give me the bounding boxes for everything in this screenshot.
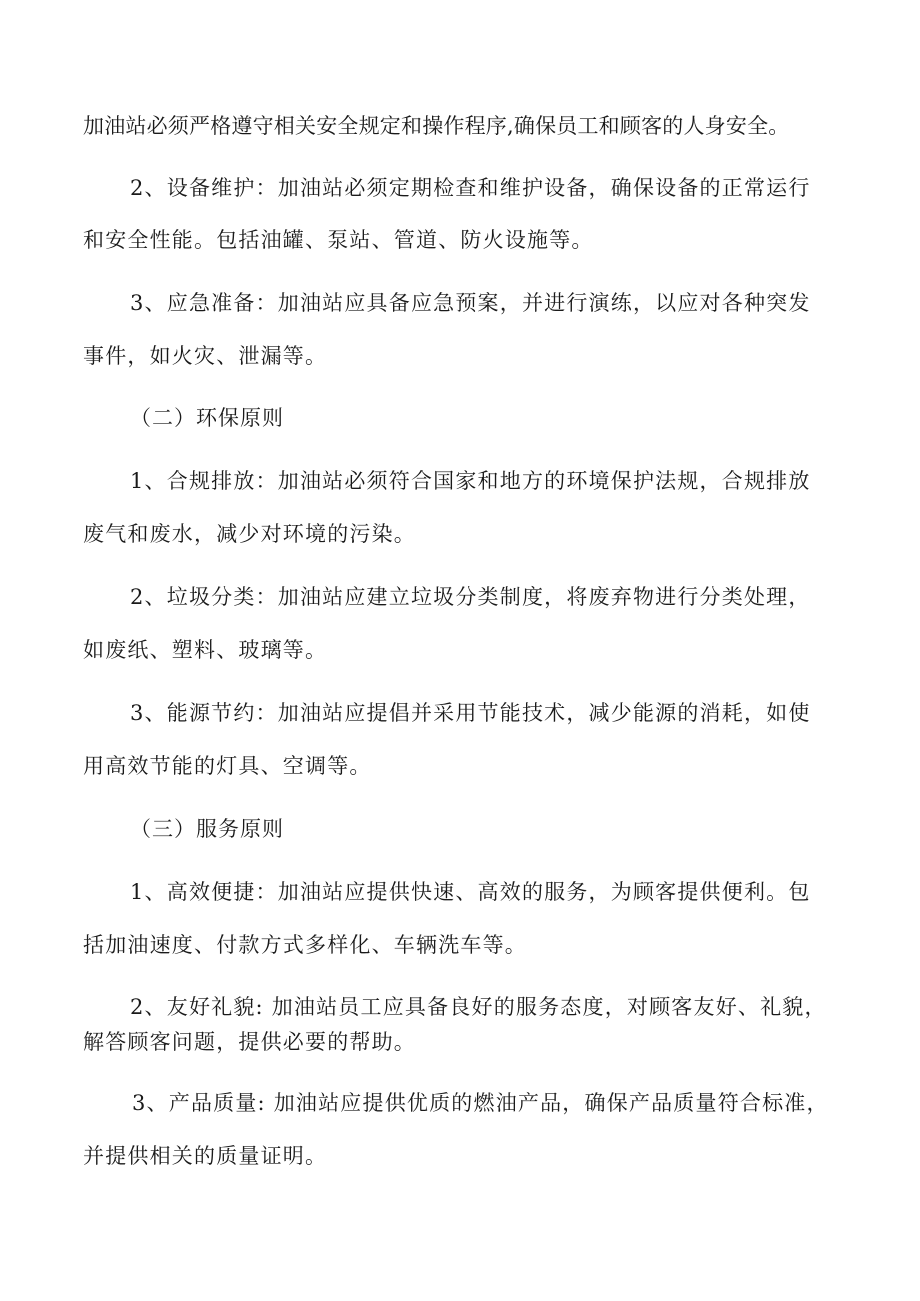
paragraph-energy-saving-cont: 用高效节能的灯具、空调等。 xyxy=(83,754,372,778)
paragraph-emergency-preparedness-cont: 事件，如火灾、泄漏等。 xyxy=(83,344,328,368)
paragraph-compliant-emissions: 1、合规排放：加油站必须符合国家和地方的环境保护法规，合规排放 xyxy=(130,469,811,493)
paragraph-friendly-polite-cont: 解答顾客问题，提供必要的帮助。 xyxy=(83,1030,416,1054)
paragraph-waste-sorting: 2、垃圾分类：加油站应建立垃圾分类制度，将废弃物进行分类处理， xyxy=(130,585,811,609)
paragraph-waste-sorting-cont: 如废纸、塑料、玻璃等。 xyxy=(83,638,328,662)
paragraph-efficient-convenient: 1、高效便捷：加油站应提供快速、高效的服务，为顾客提供便利。包 xyxy=(130,880,811,904)
paragraph-product-quality-cont: 并提供相关的质量证明。 xyxy=(83,1144,328,1168)
paragraph-equipment-maintenance-cont: 和安全性能。包括油罐、泵站、管道、防火设施等。 xyxy=(83,228,594,252)
paragraph-emergency-preparedness: 3、应急准备：加油站应具备应急预案，并进行演练，以应对各种突发 xyxy=(130,291,811,315)
paragraph-efficient-convenient-cont: 括加油速度、付款方式多样化、车辆洗车等。 xyxy=(83,933,527,957)
section-heading-environmental: （二）环保原则 xyxy=(130,406,284,430)
paragraph-friendly-polite: 2、友好礼貌: 加油站员工应具备良好的服务态度，对顾客友好、礼貌， xyxy=(130,995,827,1019)
paragraph-equipment-maintenance: 2、设备维护：加油站必须定期检查和维护设备，确保设备的正常运行 xyxy=(130,176,811,200)
paragraph-energy-saving: 3、能源节约：加油站应提倡并采用节能技术，减少能源的消耗，如使 xyxy=(130,701,811,725)
section-heading-service: （三）服务原则 xyxy=(130,817,284,841)
paragraph-safety-compliance-end: 加油站必须严格遵守相关安全规定和操作程序,确保员工和顾客的人身安全。 xyxy=(83,114,790,138)
paragraph-compliant-emissions-cont: 废气和废水，减少对环境的污染。 xyxy=(83,522,416,546)
paragraph-product-quality: 3、产品质量: 加油站应提供优质的燃油产品，确保产品质量符合标准， xyxy=(132,1091,829,1115)
